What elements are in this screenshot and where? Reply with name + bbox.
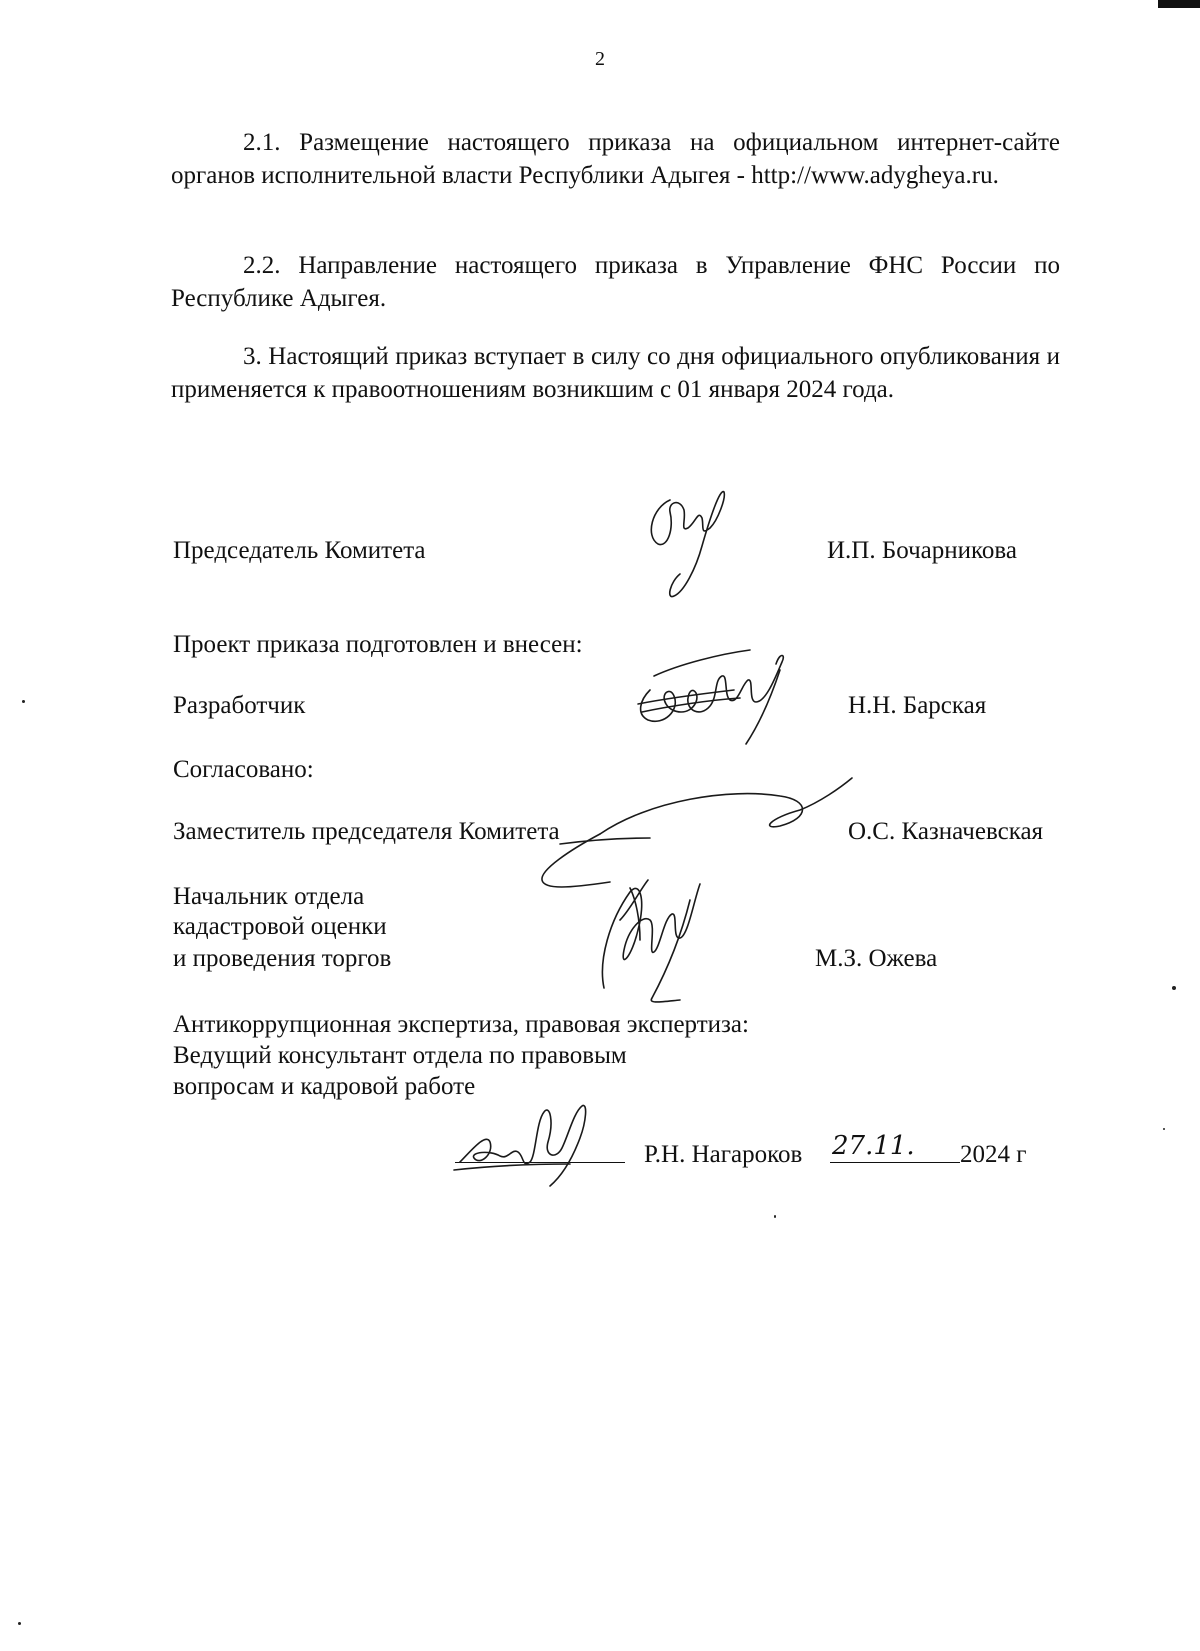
page-number: 2 — [595, 48, 605, 70]
chairman-signature — [640, 488, 760, 608]
paragraph-3: 3. Настоящий приказ вступает в силу со дня официального опубликования и применяется к правоотношениям возникшим с 01 января 2024 года. — [171, 343, 1060, 403]
head-title-line1: Начальник отдела — [173, 883, 365, 910]
developer-name: Н.Н. Барская — [848, 692, 987, 719]
deputy-name: О.С. Казначевская — [848, 818, 1044, 845]
deputy-title: Заместитель председателя Комитета — [173, 818, 560, 845]
expertise-date-handwritten: 27.11. — [832, 1131, 915, 1161]
scan-speck — [774, 1215, 776, 1218]
chairman-name: И.П. Бочарникова — [827, 537, 1017, 564]
developer-signature — [630, 640, 810, 750]
prepared-heading: Проект приказа подготовлен и внесен: — [173, 631, 583, 658]
scan-speck — [18, 1622, 21, 1625]
scan-speck — [22, 700, 25, 703]
expertise-line2: Ведущий консультант отдела по правовым — [173, 1042, 627, 1069]
expertise-line3: вопросам и кадровой работе — [173, 1073, 476, 1100]
scan-speck — [1163, 1128, 1165, 1130]
scan-speck — [1172, 986, 1176, 990]
paragraph-2-1: 2.1. Размещение настоящего приказа на официальном интернет-сайте органов исполнительной власти Республики Адыгея - http://www.adygheya.ru. — [171, 129, 1060, 189]
expertise-year: 2024 г — [960, 1141, 1027, 1168]
paragraph-2-2: 2.2. Направление настоящего приказа в Управление ФНС России по Республике Адыгея. — [171, 252, 1060, 312]
expertise-name: Р.Н. Нагароков — [644, 1141, 803, 1168]
chairman-title: Председатель Комитета — [173, 537, 426, 564]
head-name: М.З. Ожева — [815, 945, 938, 972]
head-signature — [590, 860, 720, 1010]
developer-title: Разработчик — [173, 692, 306, 719]
head-title-line3: и проведения торгов — [173, 945, 392, 972]
expertise-signature — [450, 1082, 630, 1192]
scan-corner-mark — [1158, 0, 1200, 8]
agreed-heading: Согласовано: — [173, 756, 314, 783]
head-title-line2: кадастровой оценки — [173, 913, 387, 940]
expertise-line1: Антикоррупционная экспертиза, правовая экспертиза: — [173, 1011, 749, 1038]
